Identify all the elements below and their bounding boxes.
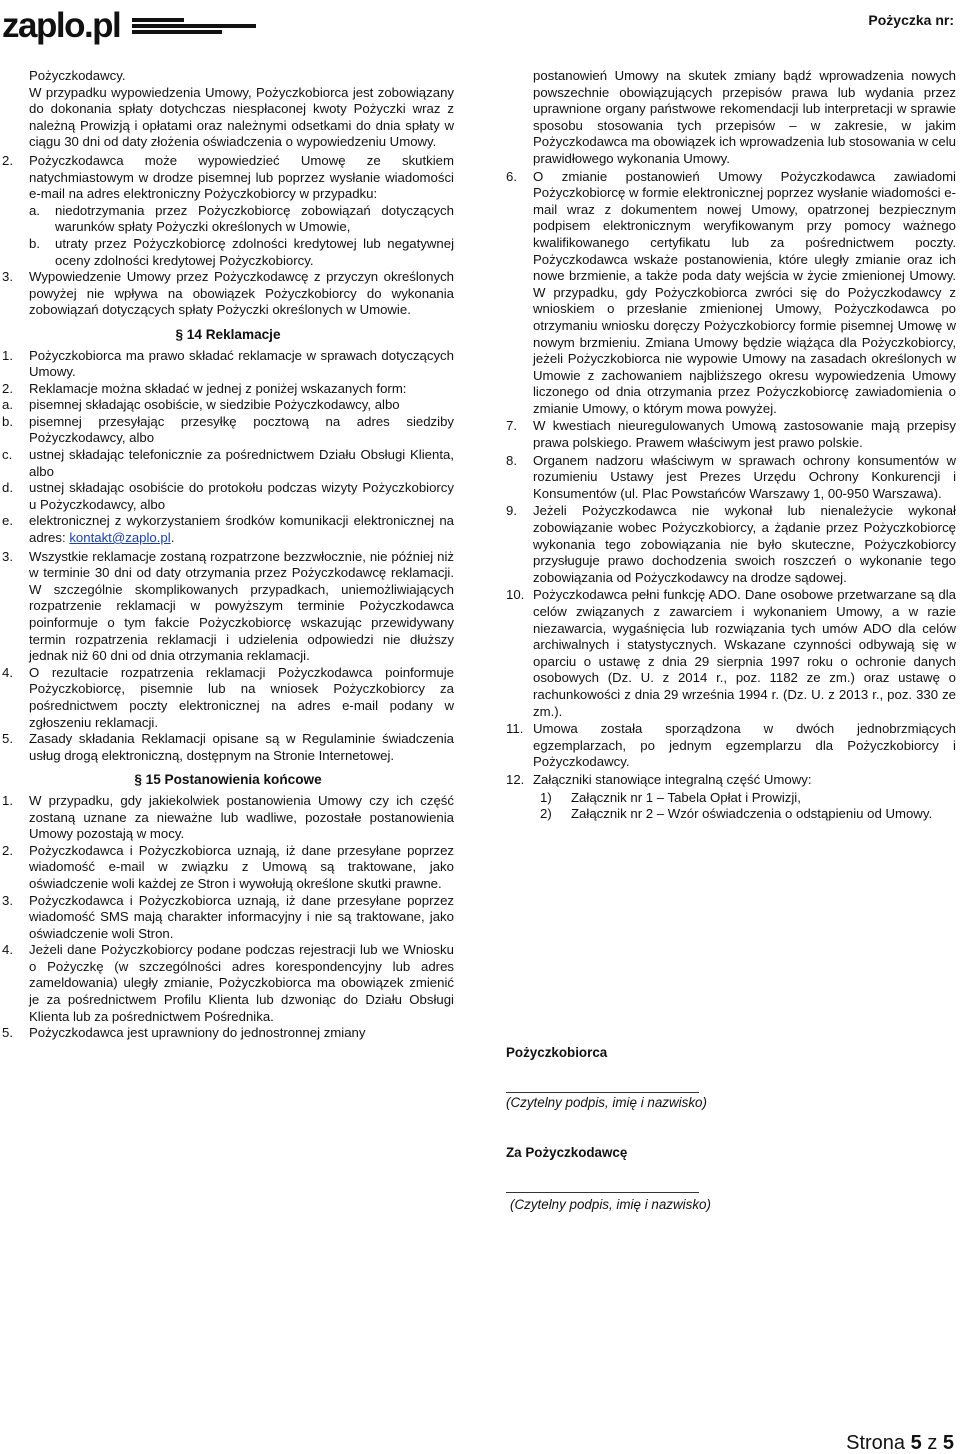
borrower-signature-line xyxy=(506,1092,699,1093)
section15-item-5-continued: postanowień Umowy na skutek zmiany bądź wprowadzenia nowych powszechnie obowiązujących przepisów prawa lub wydania przez uprawnione organy państwowe rekomendacji lub interpretacji w sprawie sposobu stosowania tych przepisów – w zakresie, w jakim Pożyczkodawca ma obowiązek ich wprowadzenia lub stosowania w celu prawidłowego wykonania Umowy. xyxy=(533,68,956,166)
section14-sub-d: d. ustnej składając osobiście do protokołu podczas wizyty Pożyczkobiorcy u Pożyczkodawcy, albo xyxy=(2,480,454,512)
section13-item-3: 3. Wypowiedzenie Umowy przez Pożyczkodawcę z przyczyn określonych powyżej nie wpływa na obowiązek Pożyczkobiorcy do wykonania zobowiązań dotyczących spłaty Pożyczki określonych w Umowie. xyxy=(2,269,454,318)
section14-sub-c: c. ustnej składając telefonicznie za pośrednictwem Działu Obsługi Klienta, albo xyxy=(2,447,454,479)
section14-item-3: 3. Wszystkie reklamacje zostaną rozpatrzone bezzwłocznie, nie później niż w terminie 30 dni od daty otrzymania przez Pożyczkodawcę reklamacji. W szczególnie skomplikowanych przypadkach, uniemożliwiających rozpatrzenie reklamacji w powyższym terminie Pożyczkodawca poinformuje o tym fakcie Pożyczkobiorcę wskazując przewidywany termin rozpatrzenia reklamacji i udzielenia odpowiedzi nie dłuższy jednak niż 60 dni od dnia otrzymania reklamacji. xyxy=(2,548,454,664)
section15-item-11: 11. Umowa została sporządzona w dwóch jednobrzmiących egzemplarzach, po jednym egzemplarzu dla Pożyczkobiorcy i Pożyczkodawcy. xyxy=(506,721,956,770)
intro-paragraph: W przypadku wypowiedzenia Umowy, Pożyczkobiorca jest zobowiązany do dokonania spłaty dotychczas niespłaconej kwoty Pożyczki wraz z należną Prowizją i opłatami oraz należnymi odsetkami do dnia spłaty w ciągu 30 dni od daty złożenia oświadczenia o wypowiedzeniu Umowy. xyxy=(29,84,454,150)
section13-sub-b: b. utraty przez Pożyczkobiorcę zdolności kredytowej lub negatywnej oceny zdolności kredytowej Pożyczkobiorcy. xyxy=(29,235,454,268)
attachment-1: 1) Załącznik nr 1 – Tabela Opłat i Prowizji, xyxy=(540,789,801,805)
section15-heading: § 15 Postanowienia końcowe xyxy=(134,772,322,788)
section14-sub-a: a. pisemnej składając osobiście, w siedzibie Pożyczkodawcy, albo xyxy=(2,397,400,413)
section15-item-9: 9. Jeżeli Pożyczkodawca nie wykonał lub nienależycie wykonał zobowiązanie wobec Pożyczkobiorcy, a żądanie przez Pożyczkobiorcę wykonania tego zobowiązania nie było skuteczne, Pożyczkobiorcy przysługuje prawo dochodzenia swoich roszczeń o wykonanie tego zobowiązania od Pożyczkodawcy na drodze sądowej. xyxy=(506,503,956,585)
section15-item-5: 5. Pożyczkodawca jest uprawniony do jednostronnej zmiany xyxy=(2,1025,366,1041)
zaplo-logo: zaplo.pl xyxy=(2,6,121,45)
intro-line: Pożyczkodawcy. xyxy=(29,68,126,83)
page-number: Strona 5 z 5 xyxy=(846,1432,954,1454)
section15-item-2: 2. Pożyczkodawca i Pożyczkobiorca uznają, iż dane przesyłane poprzez wiadomość e-mail w związku z Umową są traktowane, jako oświadczenie woli każdej ze Stron i wywołują określone skutki prawne. xyxy=(2,842,454,891)
section14-item-2: 2. Reklamacje można składać w jednej z poniżej wskazanych form: xyxy=(2,380,407,396)
lender-signature-line xyxy=(506,1192,699,1193)
section15-item-7: 7. W kwestiach nieuregulowanych Umową zastosowanie mają przepisy prawa polskiego. Prawem właściwym jest prawo polskie. xyxy=(506,418,956,451)
borrower-signature-caption: (Czytelny podpis, imię i nazwisko) xyxy=(506,1095,707,1110)
section13-sub-a: a. niedotrzymania przez Pożyczkobiorcę zobowiązań dotyczących warunków spłaty Pożyczki określonych w Umowie, xyxy=(29,202,454,235)
section15-item-8: 8. Organem nadzoru właściwym w sprawach ochrony konsumentów w rozumieniu Ustawy jest Prezes Urzędu Ochrony Konkurencji i Konsumentów (ul. Plac Powstańców Warszawy 1, 00-950 Warszawa). xyxy=(506,452,956,501)
section14-item-1: 1. Pożyczkobiorca ma prawo składać reklamacje w sprawach dotyczących Umowy. xyxy=(2,347,454,380)
section15-item-10: 10. Pożyczkodawca pełni funkcję ADO. Dane osobowe przetwarzane są dla celów związanych z zawarciem i wykonaniem Umowy, a w razie niezawarcia, wygaśnięcia lub rozwiązania tych umów ADO dla celów archiwalnych i statystycznych. Wskazane czynności odbywają się w oparciu o ustawę z dnia 29 sierpnia 1997 roku o ochronie danych osobowych (Dz. U. z 2014 r., poz. 1182 ze zm.) oraz ustawę o rachunkowości z dnia 29 września 1994 r. (Dz. U. z 2013 r., poz. 330 ze zm.). xyxy=(506,587,956,719)
logo-bars-icon xyxy=(132,18,256,40)
section15-item-4: 4. Jeżeli dane Pożyczkobiorcy podane podczas rejestracji lub we Wniosku o Pożyczkę (w szczególności adres korespondencyjny lub adres zameldowania) uległy zmianie, Pożyczkobiorca ma obowiązek zmienić je za pośrednictwem Profilu Klienta lub dzwoniąc do Działu Obsługi Klienta lub za pośrednictwem Pośrednika. xyxy=(2,942,454,1024)
section13-item-2: 2. Pożyczkodawca może wypowiedzieć Umowę ze skutkiem natychmiastowym w drodze pisemnej lub poprzez wysłanie wiadomości e-mail na adres elektroniczny Pożyczkobiorcy w przypadku: xyxy=(2,152,454,202)
section15-item-12: 12. Załączniki stanowiące integralną część Umowy: xyxy=(506,771,812,787)
page-header xyxy=(0,0,960,56)
left-column xyxy=(2,68,454,1042)
lender-signature-caption: (Czytelny podpis, imię i nazwisko) xyxy=(510,1197,711,1212)
attachment-2: 2) Załącznik nr 2 – Wzór oświadczenia o odstąpieniu od Umowy. xyxy=(540,806,933,822)
section14-sub-b: b. pisemnej przesyłając przesyłkę pocztową na adres siedziby Pożyczkodawcy, albo xyxy=(2,413,454,446)
section14-heading: § 14 Reklamacje xyxy=(175,326,281,342)
section14-sub-e: e. elektronicznej z wykorzystaniem środków komunikacji elektronicznej na adres: kontakt@zaplo.pl. xyxy=(2,513,454,546)
lender-signature-label: Za Pożyczkodawcę xyxy=(506,1145,628,1160)
section15-item-3: 3. Pożyczkodawca i Pożyczkobiorca uznają, iż dane przesyłane poprzez wiadomość SMS mają charakter informacyjny i nie są traktowane, jako oświadczenie woli Stron. xyxy=(2,892,454,941)
loan-number-label: Pożyczka nr: xyxy=(868,12,954,28)
section14-item-4: 4. O rezultacie rozpatrzenia reklamacji Pożyczkodawca poinformuje Pożyczkobiorcę, pisemnie lub na wniosek Pożyczkobiorcy za pośrednictwem poczty elektronicznej na adres e-mail podany w zgłoszeniu reklamacji. xyxy=(2,664,454,730)
right-column xyxy=(506,68,956,823)
section14-item-5: 5. Zasady składania Reklamacji opisane są w Regulaminie świadczenia usług drogą elektroniczną, dostępnym na Stronie Internetowej. xyxy=(2,731,454,763)
borrower-signature-label: Pożyczkobiorca xyxy=(506,1045,608,1060)
contact-email-link[interactable]: kontakt@zaplo.pl xyxy=(69,530,171,546)
section15-item-6: 6. O zmianie postanowień Umowy Pożyczkodawca zawiadomi Pożyczkobiorcę w formie elektronicznej poprzez wysłanie wiadomości e-mail wraz z dokumentem nowej Umowy, opatrzonej bezpiecznym podpisem elektronicznym weryfikowanym przy pomocy ważnego kwalifikowanego certyfikatu lub za pośrednictwem poczty. Pożyczkodawca wskaże postanowienia, które uległy zmianie oraz ich nowe brzmienie, a także poda daty wejścia w życie zmienionej Umowy. W przypadku, gdy Pożyczkobiorca zwróci się do Pożyczkodawcy z wnioskiem o przesłanie zmienionej Umowy, Pożyczkodawca po otrzymaniu wniosku doręczy Pożyczkobiorcy formie pisemnej Umowę w nowym brzmieniu. Zmiana Umowy będzie wiążąca dla Pożyczkobiorcy, jeżeli Pożyczkobiorca nie wypowie Umowy na zasadach określonych w Umowie z zachowaniem najbliższego okresu wypowiedzenia Umowy liczonego od dnia otrzymania przez Pożyczkobiorcę zawiadomienia o zmianie Umowy, o którym mowa powyżej. xyxy=(506,168,956,416)
section15-item-1: 1. W przypadku, gdy jakiekolwiek postanowienia Umowy czy ich część zostaną uznane za nieważne lub wadliwe, pozostałe postanowienia Umowy pozostają w mocy. xyxy=(2,792,454,842)
